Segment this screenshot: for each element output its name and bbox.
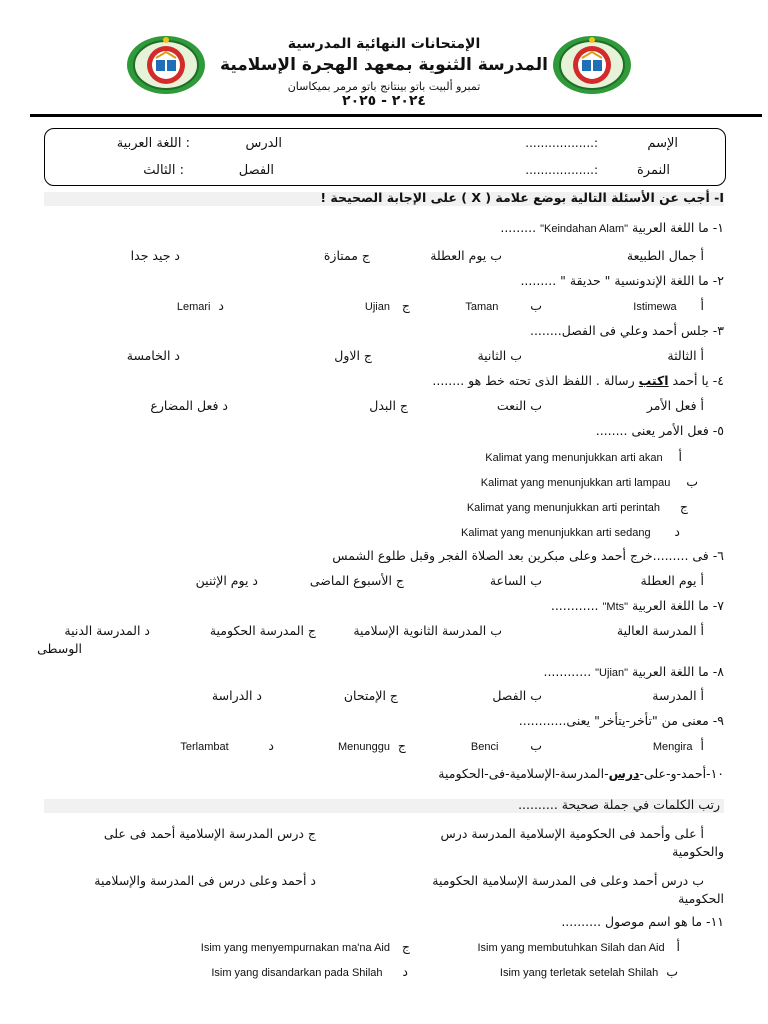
question-7: ٧- ما اللغة العربية "Mts" ............ [550,598,724,613]
q6-option-a[interactable]: أ يوم العطلة [640,573,704,588]
q2-option-d[interactable]: د Lemari [176,298,224,313]
exam-title: الإمتحانات النهائية المدرسية [287,36,481,52]
q11-option-c[interactable]: ج Isim yang menyempurnakan ma'na Aid [200,939,410,954]
question-8: ٨- ما اللغة العربية "Ujian" ............ [543,664,724,679]
q4-option-c[interactable]: ج البدل [369,398,408,413]
q4-option-a[interactable]: أ فعل الأمر [646,398,704,413]
q1-option-a[interactable]: أ جمال الطبيعة [626,248,704,263]
q9-option-b[interactable]: ب Benci [470,738,542,753]
question-1: ١- ما اللغة العربية "Keindahan Alam" ......... [500,220,724,235]
question-11: ١١- ما هو اسم موصول .......... [561,914,724,929]
q11-option-a[interactable]: أ Isim yang membutuhkan Silah dan Aid [477,939,680,954]
q7-option-b[interactable]: ب المدرسة الثانوية الإسلامية [353,623,502,638]
class-value: : الثالث [143,163,184,178]
q6-option-d[interactable]: د يوم الإثنين [195,573,258,588]
q8-option-c[interactable]: ج الإمتحان [343,688,398,703]
question-10: ١٠-أحمد-و-على-درس-المدرسة-الإسلامية-فى-الحكومية [438,766,724,781]
question-3: ٣- جلس أحمد وعلي فى الفصل........ [529,323,724,338]
q3-option-a[interactable]: أ الثالثة [667,348,704,363]
question-5: ٥- فعل الأمر يعنى ........ [595,423,724,438]
q2-option-b[interactable]: ب Taman [465,298,542,313]
number-field[interactable]: :.................. [525,163,598,177]
q9-option-c[interactable]: ج Menunggu [337,738,406,753]
academic-year: ٢٠٢٤ - ٢٠٢٥ [342,93,426,109]
q6-option-b[interactable]: ب الساعة [489,573,542,588]
q1-option-b[interactable]: ب يوم العطلة [430,248,502,263]
number-label: النمرة [637,163,670,178]
q9-option-d[interactable]: د Terlambat [180,738,274,753]
question-6: ٦- فى .........خرج أحمد وعلى مبكرين بعد الصلاة الفجر وقبل طلوع الشمس [332,548,724,563]
q6-option-c[interactable]: ج الأسبوع الماضى [309,573,404,588]
q10-option-b-continued: الحكومية [678,891,724,906]
question-9: ٩- معنى من "تأخر-يتأخر" يعنى............ [518,713,724,728]
q4-option-d[interactable]: د فعل المضارع [150,398,228,413]
q10-option-a-continued: والحكومية [672,844,724,859]
q10-option-d[interactable]: د أحمد وعلى درس فى المدرسة والإسلامية [94,873,316,888]
school-name: المدرسة الثنوية بمعهد الهجرة الإسلامية [220,55,548,75]
q11-option-d[interactable]: د Isim yang disandarkan pada Shilah [211,964,408,979]
q3-option-c[interactable]: ج الاول [334,348,372,363]
q2-option-a[interactable]: أ Istimewa [633,298,704,313]
q11-option-b[interactable]: ب Isim yang terletak setelah Shilah [499,964,678,979]
q7-option-d[interactable]: د المدرسة الدنية [64,623,150,638]
school-address: تمبرو ألبيت باتو بينتانج باتو مرمر بميكاسان [287,80,481,93]
q3-option-d[interactable]: د الخامسة [126,348,180,363]
q5-option-a[interactable]: أ Kalimat yang menunjukkan arti akan [485,449,682,464]
q7-option-d-continued: الوسطى [37,641,82,656]
question-4: ٤- يا أحمد اكتب رسالة . اللفظ الذى تحته خط هو ........ [432,373,724,388]
section-heading: I- أجب عن الأسئلة التالية بوضع علامة ( X ) على الإجابة الصحيحة ! [320,190,724,205]
header-divider [30,114,762,117]
q3-option-b[interactable]: ب الثانية [477,348,522,363]
q2-option-c[interactable]: ج Ujian [364,298,410,313]
subject-label: الدرس [245,136,282,151]
q10-option-c[interactable]: ج درس المدرسة الإسلامية أحمد فى على [103,826,316,841]
q7-option-a[interactable]: أ المدرسة العالية [616,623,704,638]
q10-option-b[interactable]: ب درس أحمد وعلى فى المدرسة الإسلامية الحكومية [432,873,704,888]
q5-option-d[interactable]: د Kalimat yang menunjukkan arti sedang [461,524,680,539]
q10-option-a[interactable]: أ على وأحمد فى الحكومية الإسلامية المدرسة درس [440,826,704,841]
name-label: الإسم [647,136,678,151]
q9-option-a[interactable]: أ Mengira [652,738,704,753]
q5-option-b[interactable]: ب Kalimat yang menunjukkan arti lampau [480,474,698,489]
q8-option-d[interactable]: د الدراسة [211,688,262,703]
q10-instruction: رتب الكلمات في جملة صحيحة .......... [518,797,720,812]
subject-value: : اللغة العربية [116,136,190,151]
q7-option-c[interactable]: ج المدرسة الحكومية [209,623,316,638]
q1-option-c[interactable]: ج ممتازة [323,248,370,263]
q8-option-a[interactable]: أ المدرسة [652,688,704,703]
class-label: الفصل [238,163,274,178]
q4-option-b[interactable]: ب النعت [496,398,542,413]
q5-option-c[interactable]: ج Kalimat yang menunjukkan arti perintah [466,499,688,514]
name-field[interactable]: :.................. [525,136,598,150]
q8-option-b[interactable]: ب الفصل [492,688,542,703]
q1-option-d[interactable]: د جيد جدا [130,248,180,263]
question-2: ٢- ما اللغة الإندونسية " حديقة " ......... [520,273,724,288]
